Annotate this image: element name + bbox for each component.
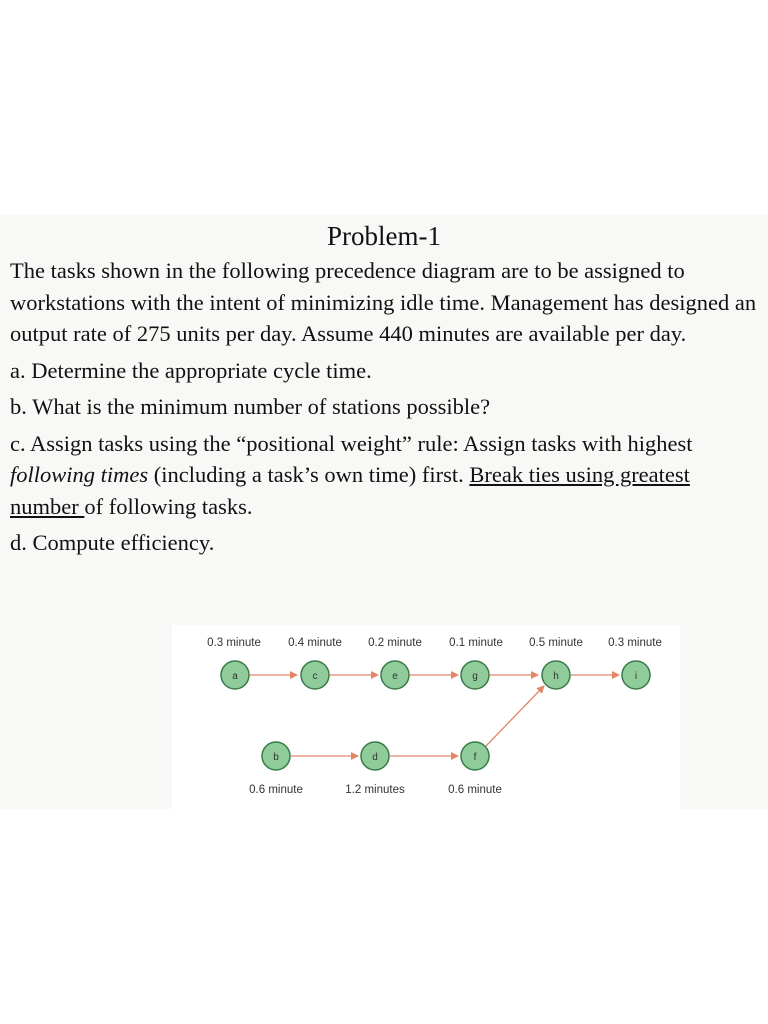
time-label-b: 0.6 minute bbox=[249, 784, 303, 796]
part-c-underlined: Break ties using greatest number bbox=[10, 462, 690, 519]
task-node-d bbox=[361, 742, 389, 770]
part-b: b. What is the minimum number of stations possible? bbox=[10, 394, 491, 419]
task-node-f bbox=[461, 742, 489, 770]
task-node-a bbox=[221, 661, 249, 689]
intro-paragraph: The tasks shown in the following precedence diagram are to be assigned to workstations with the intent of minimizing idle time. Management has designed an output rate of 275 units per day. Assume 440 minutes are available per day. bbox=[10, 258, 757, 346]
time-label-i: 0.3 minute bbox=[608, 637, 662, 649]
task-node-e bbox=[381, 661, 409, 689]
time-label-c: 0.4 minute bbox=[288, 637, 342, 649]
arrow-f-h bbox=[486, 686, 544, 746]
precedence-diagram bbox=[172, 625, 680, 810]
time-label-f: 0.6 minute bbox=[448, 784, 502, 796]
part-c-mid: (including a task’s own time) first. bbox=[148, 462, 470, 487]
task-node-b bbox=[262, 742, 290, 770]
page-title: Problem-1 bbox=[327, 221, 441, 251]
task-node-i bbox=[622, 661, 650, 689]
task-label-a: a bbox=[232, 671, 238, 682]
task-label-f: f bbox=[473, 752, 477, 763]
task-label-h: h bbox=[553, 671, 559, 682]
part-c bbox=[10, 428, 760, 523]
part-c-text: c. Assign tasks using the “positional weight” rule: Assign tasks with highest bbox=[10, 430, 693, 456]
part-c-italic: following times bbox=[10, 462, 149, 487]
task-label-c: c bbox=[312, 671, 318, 682]
part-a: a. Determine the appropriate cycle time. bbox=[10, 357, 372, 383]
task-node-h bbox=[542, 661, 570, 689]
time-label-e: 0.2 minute bbox=[368, 637, 422, 649]
task-label-g: g bbox=[472, 671, 478, 682]
time-label-g: 0.1 minute bbox=[449, 637, 503, 649]
task-label-e: e bbox=[392, 671, 398, 682]
slide bbox=[0, 215, 768, 809]
part-d: d. Compute efficiency. bbox=[10, 530, 215, 555]
part-c-end: of following tasks. bbox=[84, 493, 253, 519]
time-label-h: 0.5 minute bbox=[529, 637, 583, 649]
task-label-d: d bbox=[372, 752, 378, 763]
task-label-i: i bbox=[634, 671, 638, 682]
task-node-c bbox=[301, 661, 329, 689]
time-label-a: 0.3 minute bbox=[207, 637, 261, 649]
time-label-d: 1.2 minutes bbox=[345, 784, 405, 796]
problem-text bbox=[10, 255, 760, 559]
task-label-b: b bbox=[273, 752, 279, 763]
precedence-diagram-svg bbox=[172, 625, 680, 810]
task-node-g bbox=[461, 661, 489, 689]
